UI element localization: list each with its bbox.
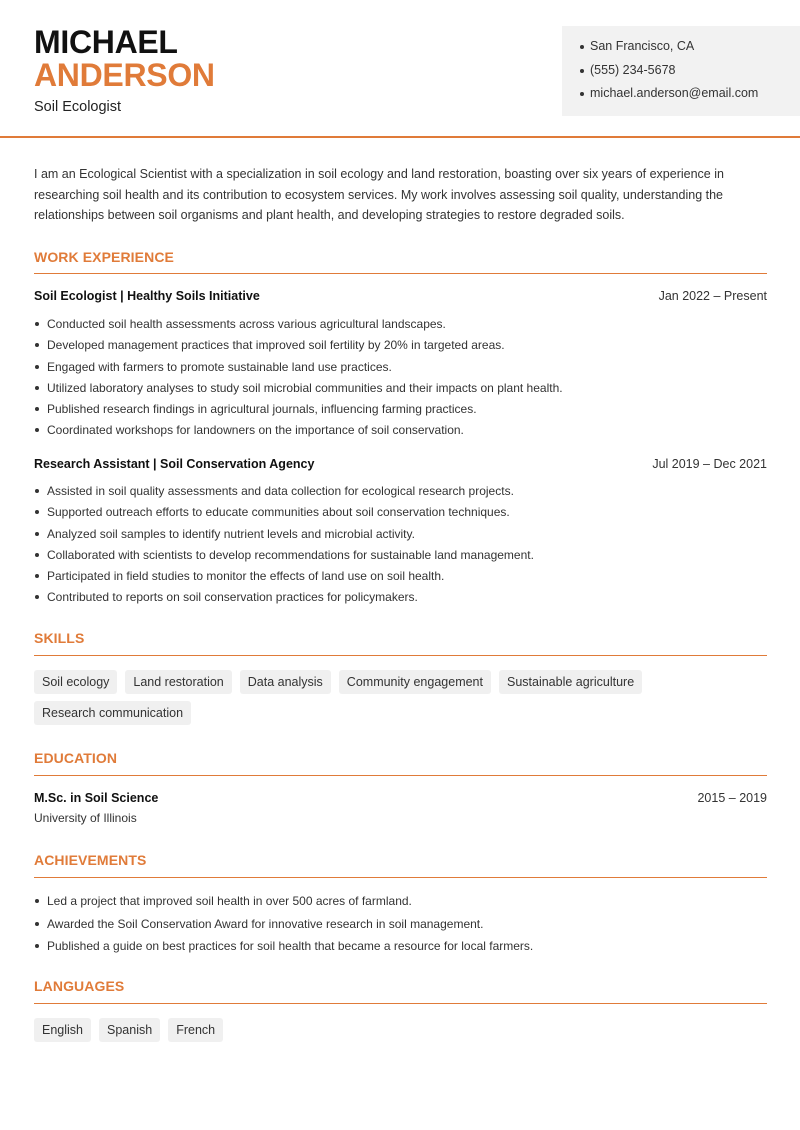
work-experience-heading: WORK EXPERIENCE [34, 249, 174, 265]
list-item [34, 526, 767, 547]
list-item [34, 359, 767, 380]
list-item [34, 422, 767, 443]
resume-header [0, 0, 800, 138]
section-divider [34, 273, 767, 274]
job-entry-1-bullets [34, 316, 767, 444]
bullet-icon [35, 489, 39, 493]
language-chip: English [34, 1018, 91, 1042]
contact-phone-text: (555) 234-5678 [590, 62, 676, 77]
skill-chip: Research communication [34, 701, 191, 725]
bullet-icon [35, 428, 39, 432]
skill-chip: Data analysis [240, 670, 331, 694]
achievements-heading: ACHIEVEMENTS [34, 852, 147, 868]
list-item [34, 916, 767, 939]
job-role: Soil Ecologist | Healthy Soils Initiative [34, 289, 260, 303]
list-item-text: Collaborated with scientists to develop recommendations for sustainable land management. [47, 547, 534, 562]
languages-heading: LANGUAGES [34, 978, 125, 994]
list-item [34, 568, 767, 589]
list-item-text: Published research findings in agricultural journals, influencing farming practices. [47, 402, 477, 417]
bullet-icon [35, 922, 39, 926]
list-item-text: Analyzed soil samples to identify nutrient levels and microbial activity. [47, 526, 415, 541]
list-item [34, 893, 767, 916]
bullet-icon [35, 322, 39, 326]
list-item-text: Published a guide on best practices for soil health that became a resource for local farmers. [47, 939, 534, 953]
contact-phone [580, 60, 800, 84]
languages-list [34, 1018, 774, 1049]
list-item [34, 547, 767, 568]
skills-heading: SKILLS [34, 630, 85, 646]
list-item-text: Led a project that improved soil health in over 500 acres of farmland. [47, 894, 412, 908]
section-divider [34, 655, 767, 656]
language-chip: French [168, 1018, 223, 1042]
skill-chip: Land restoration [125, 670, 231, 694]
job-dates: Jul 2019 – Dec 2021 [652, 457, 767, 471]
education-degree: M.Sc. in Soil Science [34, 791, 159, 805]
job-dates: Jan 2022 – Present [658, 289, 767, 303]
bullet-icon [35, 532, 39, 536]
bullet-icon [35, 407, 39, 411]
education-dates: 2015 – 2019 [697, 791, 767, 805]
contact-location-text: San Francisco, CA [590, 39, 695, 53]
contact-email[interactable] [580, 83, 800, 107]
list-item [34, 380, 767, 401]
bullet-icon [35, 944, 39, 948]
list-item-text: Contributed to reports on soil conservation practices for policymakers. [47, 590, 418, 605]
list-item-text: Coordinated workshops for landowners on the importance of soil conservation. [47, 423, 464, 438]
bullet-icon [580, 92, 584, 96]
list-item-text: Engaged with farmers to promote sustainable land use practices. [47, 359, 392, 374]
list-item [34, 316, 767, 337]
last-name: ANDERSON [34, 57, 215, 93]
list-item [34, 589, 767, 610]
section-divider [34, 775, 767, 776]
education-school: University of Illinois [34, 811, 137, 825]
list-item [34, 938, 767, 961]
bullet-icon [35, 386, 39, 390]
list-item-text: Conducted soil health assessments across various agricultural landscapes. [47, 317, 446, 331]
first-name: MICHAEL [34, 24, 178, 60]
job-role: Research Assistant | Soil Conservation Agency [34, 457, 315, 471]
education-heading: EDUCATION [34, 750, 118, 766]
list-item [34, 483, 767, 504]
skill-chip: Soil ecology [34, 670, 117, 694]
bullet-icon [580, 69, 584, 73]
list-item [34, 337, 767, 358]
job-title: Soil Ecologist [34, 99, 122, 115]
professional-summary: I am an Ecological Scientist with a specialization in soil ecology and land restoration, boasting over six years of experience in researching soil health and its contribution to ecosystem services. My work involves assessing soil quality, understanding the relationships between soil organisms and plant health, and developing strategies to restore degraded soils. [34, 167, 724, 222]
bullet-icon [35, 595, 39, 599]
bullet-icon [35, 365, 39, 369]
job-entry-2-header [34, 457, 767, 475]
section-divider [34, 1003, 767, 1004]
bullet-icon [35, 574, 39, 578]
list-item-text: Developed management practices that improved soil fertility by 20% in targeted areas. [47, 338, 505, 353]
bullet-icon [35, 510, 39, 514]
list-item [34, 504, 767, 525]
contact-location [580, 36, 800, 60]
bullet-icon [35, 553, 39, 557]
contact-email-text[interactable]: michael.anderson@email.com [590, 86, 759, 100]
bullet-icon [35, 899, 39, 903]
bullet-icon [580, 45, 584, 49]
skills-list [34, 670, 774, 732]
achievements-list [34, 893, 767, 961]
bullet-icon [35, 343, 39, 347]
job-entry-2-bullets [34, 483, 767, 611]
list-item-text: Awarded the Soil Conservation Award for innovative research in soil management. [47, 916, 484, 931]
list-item-text: Assisted in soil quality assessments and data collection for ecological research projects. [47, 484, 514, 498]
list-item-text: Utilized laboratory analyses to study soil microbial communities and their impacts on plant health. [47, 380, 563, 395]
list-item [34, 401, 767, 422]
list-item-text: Supported outreach efforts to educate communities about soil conservation techniques. [47, 505, 510, 520]
skill-chip: Sustainable agriculture [499, 670, 642, 694]
list-item-text: Participated in field studies to monitor the effects of land use on soil health. [47, 569, 445, 584]
section-divider [34, 877, 767, 878]
skill-chip: Community engagement [339, 670, 491, 694]
language-chip: Spanish [99, 1018, 160, 1042]
job-entry-1-header [34, 289, 767, 307]
contact-box [562, 26, 800, 116]
